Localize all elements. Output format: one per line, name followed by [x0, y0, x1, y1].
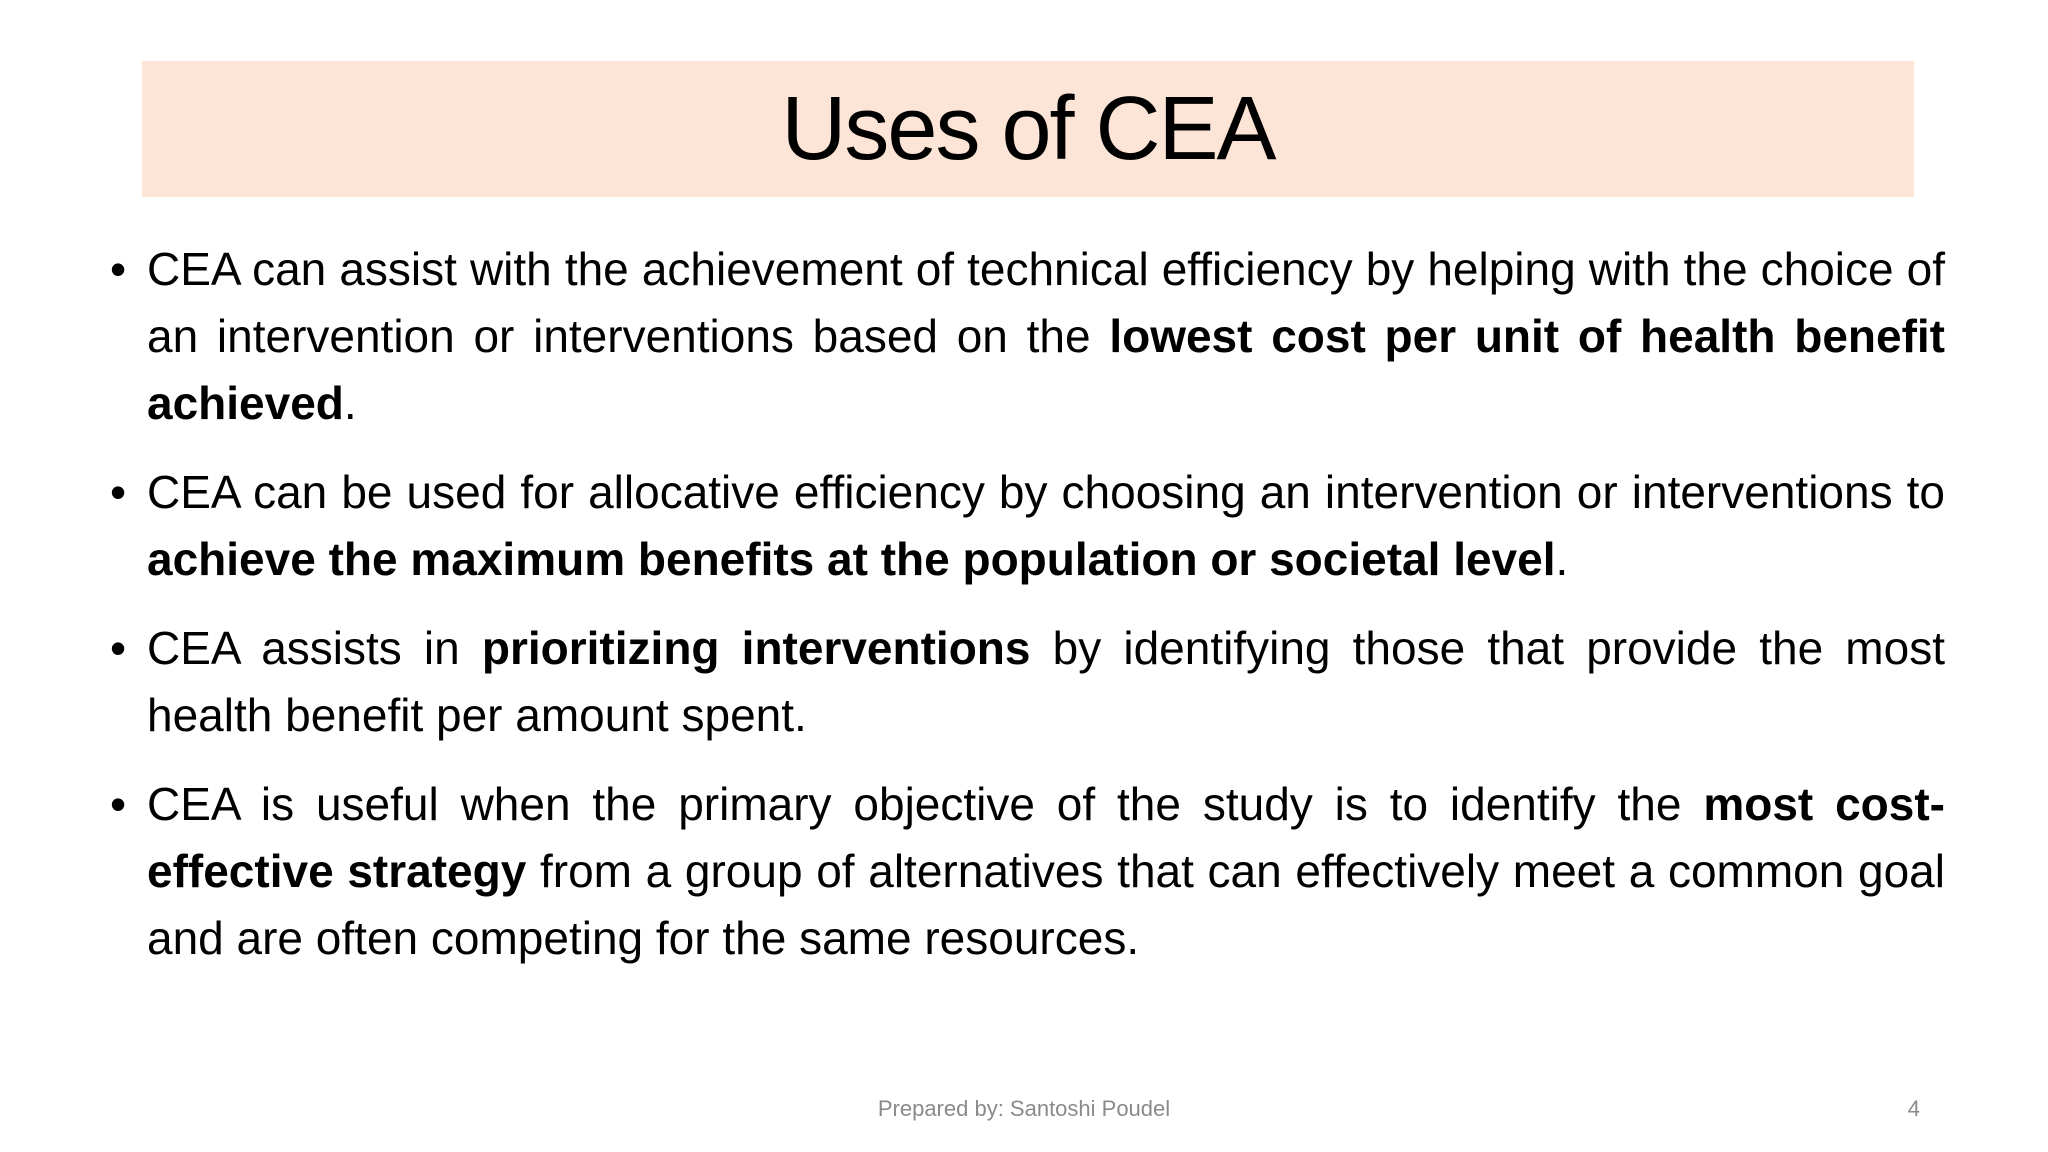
bullet-text: .: [1555, 533, 1569, 585]
bullet-dot-icon: •: [109, 466, 127, 518]
bullet-text: CEA can assist with the achievement of technical efficiency by helping with the choice of an intervention or interventions based on the: [147, 243, 1945, 362]
bullet-item: [105, 459, 1945, 593]
page-number: 4: [1907, 1096, 1920, 1121]
bullet-dot-icon: •: [109, 622, 127, 674]
bullet-text: by identifying those that provide the most health benefit per amount spent.: [147, 622, 1945, 741]
bullet-text: from a group of alternatives that can effectively meet a common goal and are often competing for the same resources.: [147, 845, 1945, 964]
slide-title: Uses of CEA: [781, 79, 1275, 179]
bullet-text: CEA is useful when the primary objective of the study is to identify the: [147, 778, 1704, 830]
title-band: [142, 61, 1914, 197]
bullet-emphasis: prioritizing interventions: [481, 622, 1031, 674]
bullet-item: [105, 236, 1945, 437]
bullet-dot-icon: •: [109, 243, 127, 295]
bullet-item: [105, 615, 1945, 749]
slide-footer: Prepared by: Santoshi Poudel: [877, 1096, 1171, 1121]
bullet-list: [105, 236, 1945, 994]
bullet-emphasis: most cost-effective strategy: [147, 778, 1946, 897]
bullet-text: .: [343, 377, 357, 429]
bullet-text: CEA can be used for allocative efficiency by choosing an intervention or interventions to: [147, 466, 1945, 518]
bullet-item: [105, 771, 1945, 972]
bullet-emphasis: achieve the maximum benefits at the population or societal level: [147, 533, 1556, 585]
bullet-text: CEA assists in: [147, 622, 482, 674]
bullet-emphasis: lowest cost per unit of health benefit achieved: [147, 310, 1945, 429]
bullet-dot-icon: •: [109, 778, 127, 830]
